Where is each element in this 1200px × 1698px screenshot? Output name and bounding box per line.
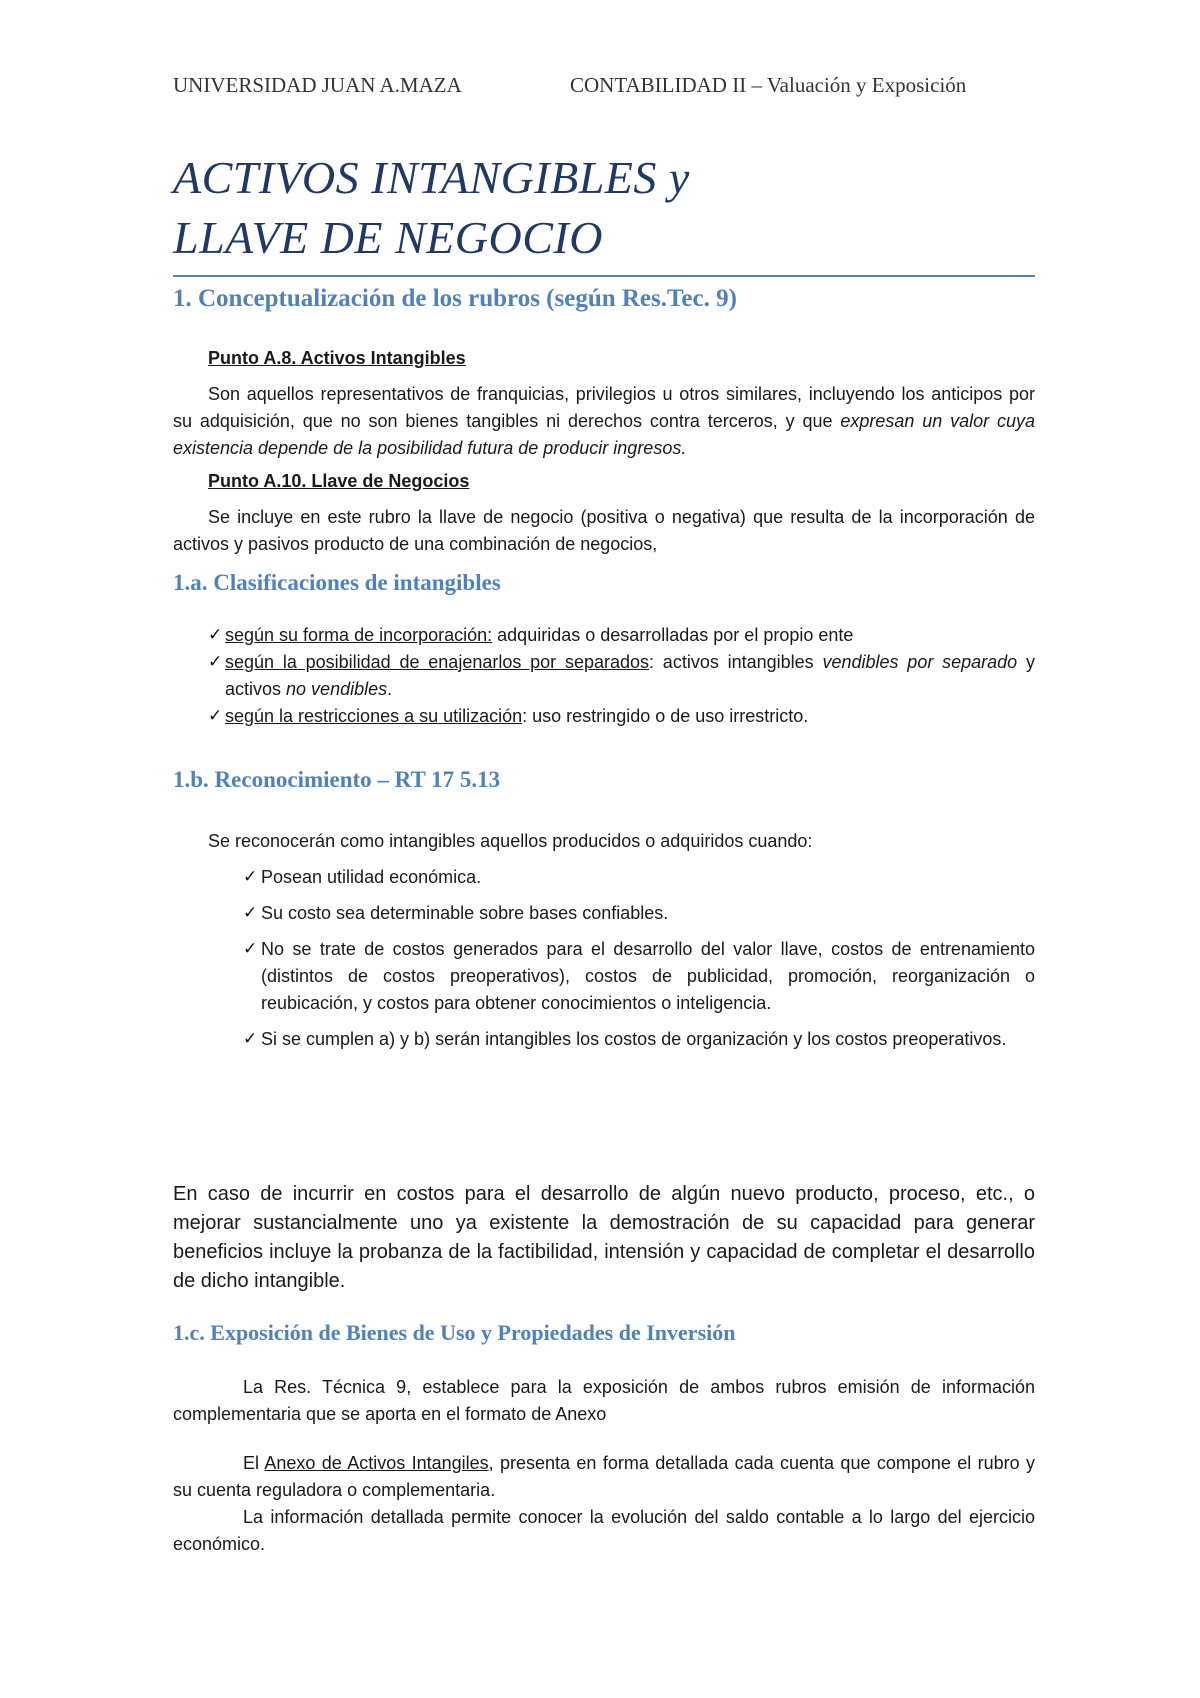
a8-text (173, 381, 1035, 462)
development-paragraph: En caso de incurrir en costos para el desarrollo de algún nuevo producto, proceso, etc., o mejorar sustancialmente uno ya existente la demostración de su capacidad para generar beneficios incluye la probanza de la factibilidad, intensión y capacidad de completar el desarrollo de dicho intangible. (173, 1183, 1035, 1292)
a10-text: Se incluye en este rubro la llave de negocio (positiva o negativa) que resulta de la incorporación de activos y pasivos producto de una combinación de negocios, (173, 507, 1035, 554)
exposure-paragraph-1: La Res. Técnica 9, establece para la exposición de ambos rubros emisión de información complementaria que se aporta en el formato de Anexo (173, 1377, 1035, 1424)
section-1b-heading: 1.b. Reconocimiento – RT 17 5.13 (173, 767, 501, 792)
document-title (173, 148, 690, 268)
check-icon: ✓ (243, 939, 258, 959)
check-icon: ✓ (208, 625, 223, 645)
list-item: ✓ según la posibilidad de enajenarlos por separados: activos intangibles vendibles por separado y activos no vendibles. (173, 649, 1035, 703)
section-1c-heading: 1.c. Exposición de Bienes de Uso y Propiedades de Inversión (173, 1320, 736, 1345)
list-item: ✓ No se trate de costos generados para el desarrollo del valor llave, costos de entrenamiento (distintos de costos preoperativos), costos de publicidad, promoción, reorganización o reubicación, y costos para obtener conocimientos o inteligencia. (173, 936, 1035, 1017)
a10-heading: Punto A.10. Llave de Negocios (208, 471, 470, 491)
recognition-intro: Se reconocerán como intangibles aquellos producidos o adquiridos cuando: (208, 831, 813, 851)
a8-heading: Punto A.8. Activos Intangibles (208, 348, 466, 368)
exposure-paragraph-2: El Anexo de Activos Intangiles, presenta en forma detallada cada cuenta que compone el rubro y su cuenta reguladora o complementaria. (173, 1453, 1036, 1500)
check-icon: ✓ (243, 1029, 258, 1049)
list-item: ✓ Su costo sea determinable sobre bases confiables. (173, 900, 1035, 927)
check-icon: ✓ (208, 652, 223, 672)
title-line-1: ACTIVOS INTANGIBLES y (173, 152, 690, 203)
title-line-2: LLAVE DE NEGOCIO (173, 212, 603, 263)
header-university: UNIVERSIDAD JUAN A.MAZA (173, 73, 462, 97)
check-icon: ✓ (243, 903, 258, 923)
check-icon: ✓ (243, 867, 258, 887)
exposure-paragraph-3: La información detallada permite conocer la evolución del saldo contable a lo largo del ejercicio económico. (173, 1507, 1035, 1554)
classification-list (173, 622, 1035, 730)
annex-reference: Anexo de Activos Intangiles (264, 1453, 489, 1473)
list-item: ✓ según su forma de incorporación: adquiridas o desarrolladas por el propio ente (173, 622, 1035, 649)
list-item: ✓ según la restricciones a su utilización: uso restringido o de uso irrestricto. (173, 703, 1035, 730)
list-item: ✓ Posean utilidad económica. (173, 864, 1035, 891)
section-1-heading: 1. Conceptualización de los rubros (según Res.Tec. 9) (173, 285, 737, 312)
header-course: CONTABILIDAD II – Valuación y Exposición (570, 73, 967, 97)
a8-text-plain: Son aquellos representativos de franquicias, privilegios u otros similares, incluyendo los anticipos por su adquisición, que no son bienes tangibles ni derechos contra terceros, y que (173, 384, 1035, 431)
a8-text-italic: expresan un valor cuya existencia depende de la posibilidad futura de producir ingresos. (173, 411, 1035, 458)
recognition-list (173, 864, 1035, 1053)
title-divider (173, 275, 1035, 277)
section-1a-heading: 1.a. Clasificaciones de intangibles (173, 570, 501, 595)
check-icon: ✓ (208, 706, 223, 726)
list-item: ✓ Si se cumplen a) y b) serán intangibles los costos de organización y los costos preoperativos. (173, 1026, 1035, 1053)
